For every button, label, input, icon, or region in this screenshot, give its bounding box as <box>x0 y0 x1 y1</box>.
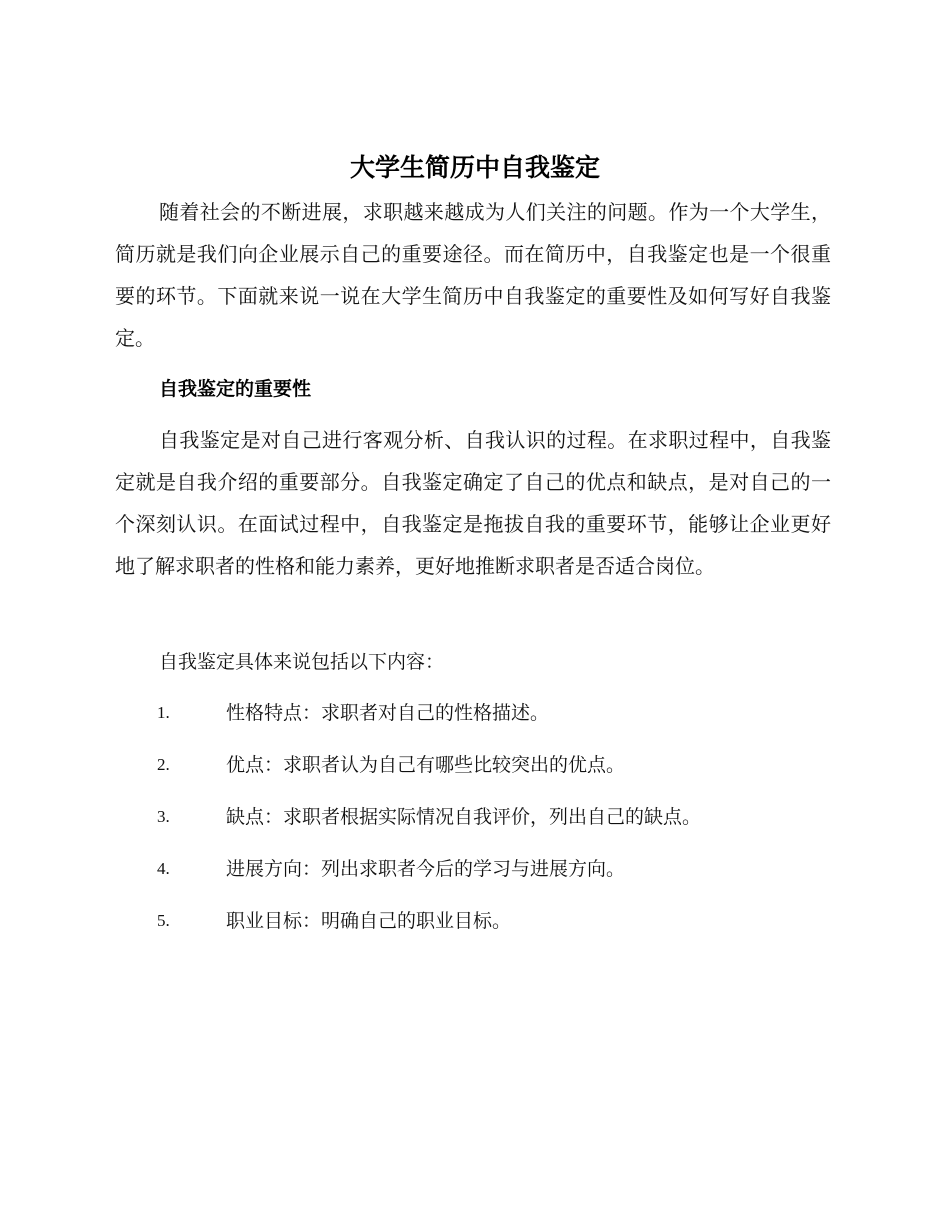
list-item-number: 2. <box>157 755 170 774</box>
section-body-paragraph: 自我鉴定是对自己进行客观分析、自我认识的过程。在求职过程中，自我鉴定就是自我介绍的重要部分。自我鉴定确定了自己的优点和缺点，是对自己的一个深刻认识。在面试过程中，自我鉴定是拖拔自我的重要环节，能够让企业更好地了解求职者的性格和能力素养，更好地推断求职者是否适合岗位。 <box>115 428 831 578</box>
intro-paragraph: 随着社会的不断进展，求职越来越成为人们关注的问题。作为一个大学生，简历就是我们向企业展示自己的重要途径。而在简历中，自我鉴定也是一个很重要的环节。下面就来说一说在大学生简历中自我鉴定的重要性及如何写好自我鉴定。 <box>115 200 831 350</box>
list-item-text: 进展方向：列出求职者今后的学习与进展方向。 <box>226 858 626 880</box>
list-item-text: 缺点：求职者根据实际情况自我评价，列出自己的缺点。 <box>226 806 702 828</box>
list-item <box>0 694 950 746</box>
list-item <box>0 798 950 850</box>
list-item <box>0 746 950 798</box>
section-heading: 自我鉴定的重要性 <box>159 378 312 400</box>
list-item-number: 5. <box>157 911 170 930</box>
list-item-number: 1. <box>157 703 170 722</box>
list-item-number: 4. <box>157 859 170 878</box>
list-item <box>0 850 950 902</box>
list-item-number: 3. <box>157 807 170 826</box>
content-list <box>0 694 950 954</box>
list-item-text: 职业目标：明确自己的职业目标。 <box>226 910 512 932</box>
list-lead-text: 自我鉴定具体来说包括以下内容： <box>159 651 445 673</box>
list-item <box>0 902 950 954</box>
list-item-text: 优点：求职者认为自己有哪些比较突出的优点。 <box>226 754 626 776</box>
document-title: 大学生简历中自我鉴定 <box>349 153 600 182</box>
list-item-text: 性格特点：求职者对自己的性格描述。 <box>226 702 550 724</box>
